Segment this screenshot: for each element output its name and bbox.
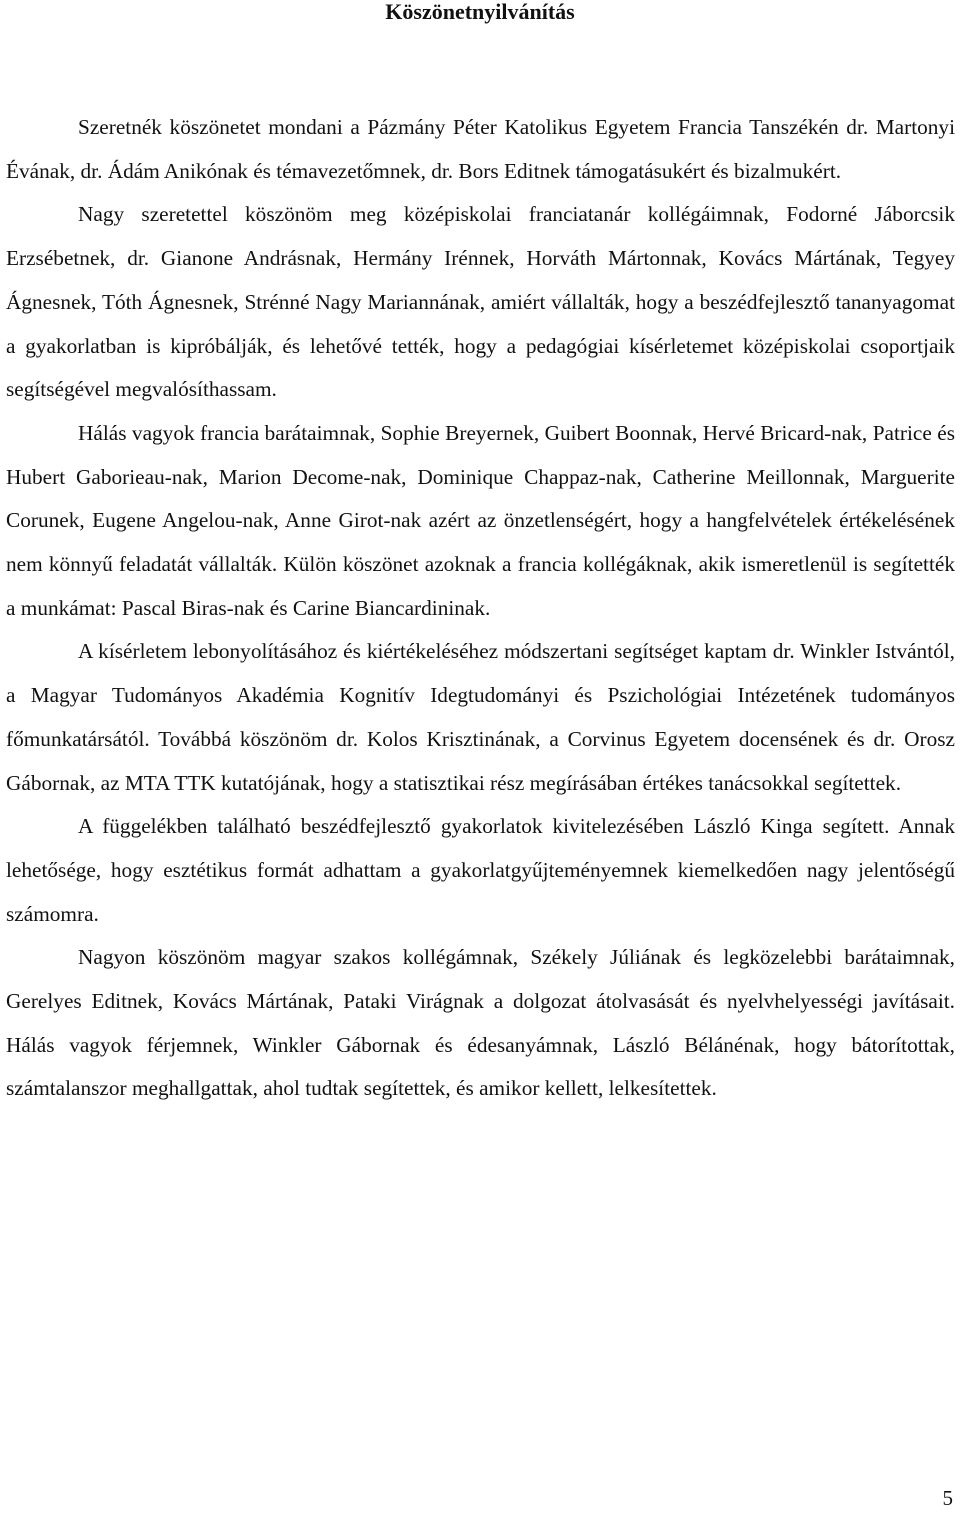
paragraph-methodology-help: A kísérletem lebonyolításához és kiértékeléséhez módszertani segítséget kaptam dr. Winkler Istvántól, a Magyar Tudományos Akadémia Kognitív Idegtudományi és Pszichológiai Intézetének tudományos főmunkatársától. Továbbá köszönöm dr. Kolos Krisztinának, a Corvinus Egyetem docensének és dr. Orosz Gábornak, az MTA TTK kutatójának, hogy a statisztikai rész megírásában értékes tanácsokkal segítettek. [6,639,955,795]
paragraph-faculty-thanks: Szeretnék köszönetet mondani a Pázmány Péter Katolikus Egyetem Francia Tanszékén dr. Martonyi Évának, dr. Ádám Anikónak és témavezetőmnek, dr. Bors Editnek támogatásukért és bizalmukért. [6,115,955,183]
acknowledgements-body [6,106,955,1111]
paragraph-french-friends: Hálás vagyok francia barátaimnak, Sophie Breyernek, Guibert Boonnak, Hervé Bricard-nak, Patrice és Hubert Gaborieau-nak, Marion Decome-nak, Dominique Chappaz-nak, Catherine Meillonnak, Marguerite Corunek, Eugene Angelou-nak, Anne Girot-nak azért az önzetlenségért, hogy a hangfelvételek értékelésének nem könnyű feladatát vállalták. Külön köszönet azoknak a francia kollégáknak, akik ismeretlenül is segítették a munkámat: Pascal Biras-nak és Carine Biancardininak. [6,420,955,620]
page-number: 5 [942,1486,953,1510]
paragraph-family-proofreading: Nagyon köszönöm magyar szakos kollégámnak, Székely Júliának és legközelebbi barátaimnak, Gerelyes Editnek, Kovács Mártának, Pataki Virágnak a dolgozat átolvasását és nyelvhelyességi javításait. Hálás vagyok férjemnek, Winkler Gábornak és édesanyámnak, László Bélánénak, hogy bátorítottak, számtalanszor meghallgattak, ahol tudtak segítettek, és amikor kellett, lelkesítettek. [6,945,955,1101]
paragraph-teacher-colleagues: Nagy szeretettel köszönöm meg középiskolai franciatanár kollégáimnak, Fodorné Jáborcsik Erzsébetnek, dr. Gianone Andrásnak, Hermány Irénnek, Horváth Mártonnak, Kovács Mártának, Tegyey Ágnesnek, Tóth Ágnesnek, Strénné Nagy Mariannának, amiért vállalták, hogy a beszédfejlesztő tananyagomat a gyakorlatban is kipróbálják, és lehetővé tették, hogy a pedagógiai kísérletemet középiskolai csoportjaik segítségével megvalósíthassam. [6,202,955,402]
paragraph-appendix-design: A függelékben található beszédfejlesztő gyakorlatok kivitelezésében László Kinga segített. Annak lehetősége, hogy esztétikus formát adhattam a gyakorlatgyűjteményemnek kiemelkedően nagy jelentőségű számomra. [6,814,955,926]
page-title: Köszönetnyilvánítás [385,0,575,24]
